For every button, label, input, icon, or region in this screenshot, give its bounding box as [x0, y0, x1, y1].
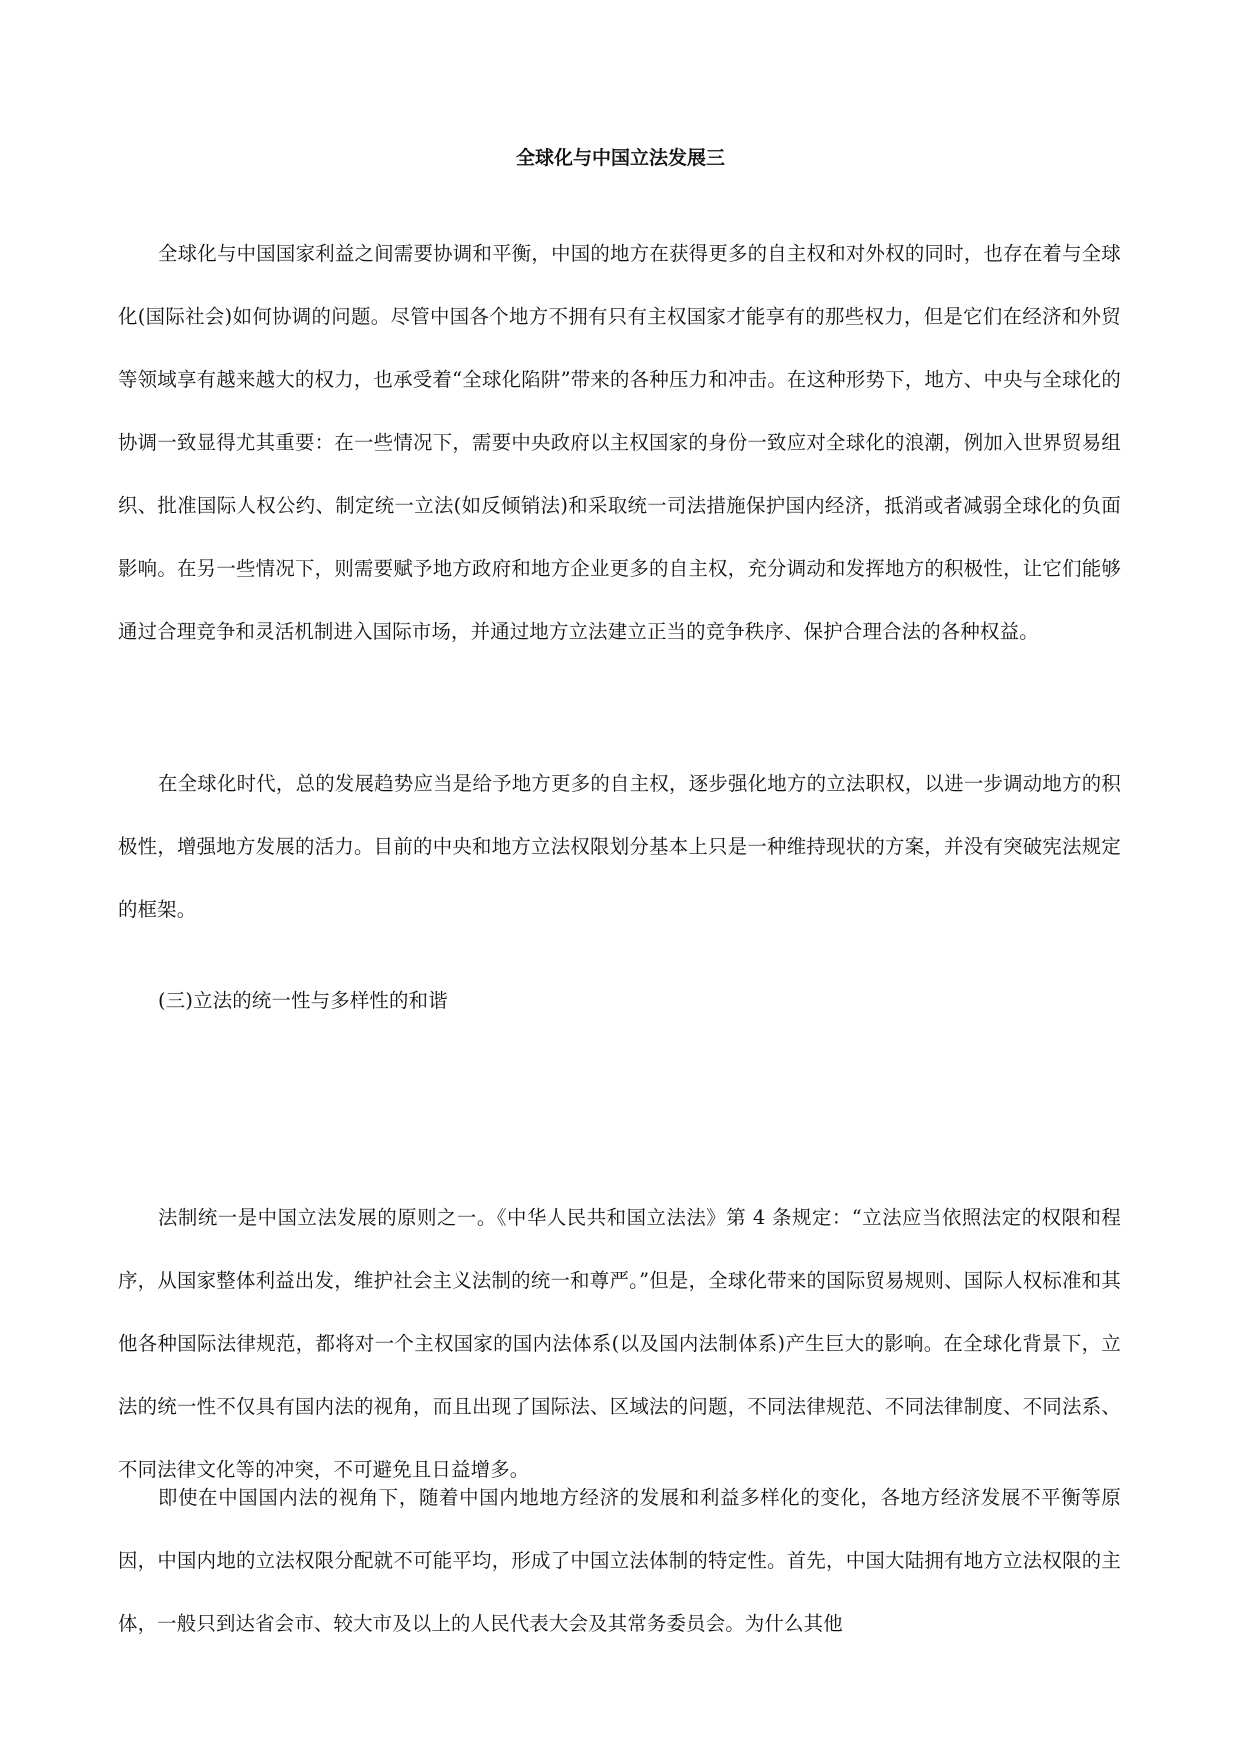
paragraph-legal-unity: 法制统一是中国立法发展的原则之一。《中华人民共和国立法法》第 4 条规定：“立法应当依照法定的权限和程序，从国家整体利益出发，维护社会主义法制的统一和尊严。”但是，全球化带来的国际贸易规则、国际人权标准和其他各种国际法律规范，都将对一个主权国家的国内法体系(以及国内法制体系)产生巨大的影响。在全球化背景下，立法的统一性不仅具有国内法的视角，而且出现了国际法、区域法的问题，不同法律规范、不同法律制度、不同法系、不同法律文化等的冲突，不可避免且日益增多。 — [118, 1206, 1121, 1481]
document-title: 全球化与中国立法发展三 — [515, 147, 725, 169]
paragraph-globalization-balance: 全球化与中国国家利益之间需要协调和平衡，中国的地方在获得更多的自主权和对外权的同时，也存在着与全球化(国际社会)如何协调的问题。尽管中国各个地方不拥有只有主权国家才能享有的那些权力，但是它们在经济和外贸等领域享有越来越大的权力，也承受着“全球化陷阱”带来的各种压力和冲击。在这种形势下，地方、中央与全球化的协调一致显得尤其重要：在一些情况下，需要中央政府以主权国家的身份一致应对全球化的浪潮，例加入世界贸易组织、批准国际人权公约、制定统一立法(如反倾销法)和采取统一司法措施保护国内经济，抵消或者减弱全球化的负面影响。在另一些情况下，则需要赋予地方政府和地方企业更多的自主权，充分调动和发挥地方的积极性，让它们能够通过合理竞争和灵活机制进入国际市场，并通过地方立法建立正当的竞争秩序、保护合理合法的各种权益。 — [118, 242, 1121, 643]
paragraph-local-autonomy: 在全球化时代，总的发展趋势应当是给予地方更多的自主权，逐步强化地方的立法职权，以进一步调动地方的积极性，增强地方发展的活力。目前的中央和地方立法权限划分基本上只是一种维持现状的方案，并没有突破宪法规定的框架。 — [118, 772, 1121, 921]
paragraph-domestic-perspective: 即使在中国国内法的视角下，随着中国内地地方经济的发展和利益多样化的变化，各地方经济发展不平衡等原因，中国内地的立法权限分配就不可能平均，形成了中国立法体制的特定性。首先，中国大陆拥有地方立法权限的主体，一般只到达省会市、较大市及以上的人民代表大会及其常务委员会。为什么其他 — [118, 1486, 1121, 1635]
section-heading-unity-diversity: (三)立法的统一性与多样性的和谐 — [158, 989, 448, 1012]
